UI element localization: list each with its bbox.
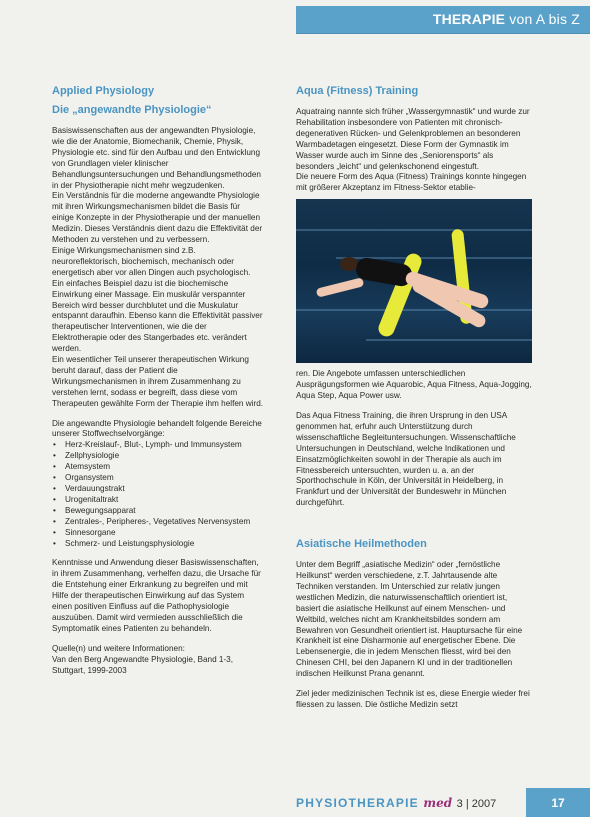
right-column — [296, 84, 532, 711]
section-header-tab — [296, 6, 590, 34]
page-number: 17 — [551, 796, 565, 810]
asian-healing-heading: Asiatische Heilmethoden — [296, 538, 427, 551]
section-header-title — [433, 11, 580, 27]
list-item: • Urogenitaltrakt — [52, 495, 264, 506]
paragraph: Ein Verständnis für die moderne angewandte Physiologie mit ihren Wirkungsmechanismen bildet die Basis für einige Konzepte in der Physiotherapie und der manuellen Medizin. Dieses Verständnis dient dazu die Effektivität der Methoden zu verstehen und zu verbessern. — [52, 191, 263, 245]
sources-label: Quelle(n) und weitere Informationen: — [52, 643, 185, 653]
water-ripple — [296, 309, 532, 311]
page-footer — [0, 788, 590, 817]
paragraph: Ziel jeder medizinischen Technik ist es, diese Energie wieder frei fliessen zu lassen. Die östliche Medizin setzt — [296, 689, 530, 709]
list-item: • Verdauungstrakt — [52, 484, 264, 495]
swimmer-arm — [316, 278, 365, 298]
paragraph: Die angewandte Physiologie behandelt folgende Bereiche unserer Stoffwechselvorgänge: — [52, 418, 262, 439]
water-ripple — [366, 339, 532, 341]
list-item: • Atemsystem — [52, 462, 264, 473]
paragraph: Kenntnisse und Anwendung dieser Basiswissenschaften, in ihrem Zusammenhang, verhelfen dazu, die Ursache für die Entstehung einer Erkrankung zu begreifen und mit Hilfe der therapeutischen Einwirkung auf das System einen positiven Einfluss auf die Pathophysiologie auszuüben. Damit wird vermieden ausschließlich die Symptomatik eines Patienten zu behandeln. — [52, 558, 261, 633]
left-column — [52, 84, 264, 677]
applied-physiology-subheading: Die „angewandte Physiologie“ — [52, 104, 212, 116]
paragraph: ren. Die Angebote umfassen unterschiedlichen Ausprägungsformen wie Aquarobic, Aqua Fitness, Aqua-Jogging, Aqua Step, Aqua Power usw. — [296, 369, 532, 401]
aqua-training-photo — [296, 199, 532, 363]
paragraph: Das Aqua Fitness Training, die ihren Ursprung in den USA genommen hat, erfuhr auch Unterstützung durch wissenschaftliche Begleituntersuchungen. Wissenschaftliche Untersuchungen in Deutschland, welche Indikationen und Einsatzmöglichkeiten sowohl in der Therapie als auch im Fitnessbereich untersuchten, wurden u. a. an der Sporthochschule in Köln, der Universität in Heidelberg, in Frankfurt und der Universität der Bundeswehr in München durchgeführt. — [296, 410, 516, 508]
sources-reference: Van den Berg Angewandte Physiologie, Band 1-3, Stuttgart, 1999-2003 — [52, 654, 234, 675]
section-header-title-rest: von A bis Z — [505, 11, 580, 27]
aqua-training-heading: Aqua (Fitness) Training — [296, 85, 419, 97]
physiology-areas-list — [52, 440, 264, 549]
paragraph: Ein wesentlicher Teil unserer therapeutischen Wirkung beruht darauf, dass der Patient die Wirkungsmechanismen in ihrem Zusammenhang zu verstehen lernt, sodass er begreift, dass diese vom Therapeuten gewählte Form der Therapie ihm helfen wird. — [52, 355, 264, 408]
applied-physiology-heading: Applied Physiology — [52, 85, 155, 97]
page-number-box — [526, 788, 590, 817]
paragraph: Aquatraing nannte sich früher „Wassergymnastik“ und wurde zur Rehabilitation insbesondere von Patienten mit chronisch-degenerativen Rücken- und Gelenkproblemen an besonderen Warmbadetagen eingesetzt. Diese Form der Gymnastik im Wasser wurde auch im Sinne des „Seniorensports“ als besonders „leicht“ und gelenkschonend eingestuft. — [296, 107, 530, 171]
brand-med: med — [423, 796, 453, 810]
list-item: • Sinnesorgane — [52, 528, 264, 539]
water-ripple — [296, 229, 532, 231]
magazine-brand — [296, 796, 496, 810]
list-item: • Schmerz- und Leistungsphysiologie — [52, 539, 264, 550]
list-item: • Zentrales-, Peripheres-, Vegetatives Nervensystem — [52, 517, 264, 528]
section-header-title-main: THERAPIE — [432, 11, 506, 27]
list-item: • Zellphysiologie — [52, 451, 264, 462]
paragraph: Einige Wirkungsmechanismen sind z.B. neuroreflektorisch, biochemisch, mechanisch oder energetisch aber vor allen Dingen auch psychologisch. Ein einfaches Beispiel dazu ist die biochemische Einwirkung einer Massage. Ein muskulär verspannter Bereich wird besser durchblutet und die Muskulatur entspannt daraufhin. Ebenso kann die Effektivität passiver therapeutischer Interventionen, wie die der Elektrotherapie oder des Stangerbades etc. verändert werden. — [52, 245, 263, 354]
list-item: • Organsystem — [52, 473, 264, 484]
paragraph: Die neuere Form des Aqua (Fitness) Trainings konnte hingegen mit größerer Akzeptanz im Fitness-Sektor etablie- — [296, 172, 527, 193]
paragraph: Basiswissenschaften aus der angewandten Physiologie, wie die der Anatomie, Biomechanik, Chemie, Physik, Physiologie etc. sind für den Aufbau und den Entwicklung von Grundlagen vieler klinischer Behandlungsuntersuchungen und Behandlungsmethoden in der Physiotherapie nicht mehr wegzudenken. — [52, 126, 261, 190]
paragraph: Unter dem Begriff „asiatische Medizin“ oder „fernöstliche Heilkunst“ werden verschiedene, z.T. Jahrtausende alte Techniken verstanden. Im Unterschied zur relativ jungen westlichen Medizin, die naturwissenschaftlich orientiert ist, basiert die asiatische Heilkunst auf einem Menschen- und Weltbild, welches nicht am Krankheitsbildes sondern am Bewahren von Gesundheit orientiert ist. Hauptursache für eine Krankheit ist eine Disharmonie auf energetischer Ebene. Die Lebensenergie, die in jedem Menschen fliesst, wird bei den Chinesen CHI, bei den Japanern KI und in der traditionellen indischen Heilkunst Prana genannt. — [296, 560, 523, 679]
issue-number: 3 | 2007 — [456, 798, 497, 810]
list-item: • Bewegungsapparat — [52, 506, 264, 517]
brand-name: PHYSIOTHERAPIE — [296, 796, 419, 810]
list-item: • Herz-Kreislauf-, Blut-, Lymph- und Immunsystem — [52, 440, 264, 451]
